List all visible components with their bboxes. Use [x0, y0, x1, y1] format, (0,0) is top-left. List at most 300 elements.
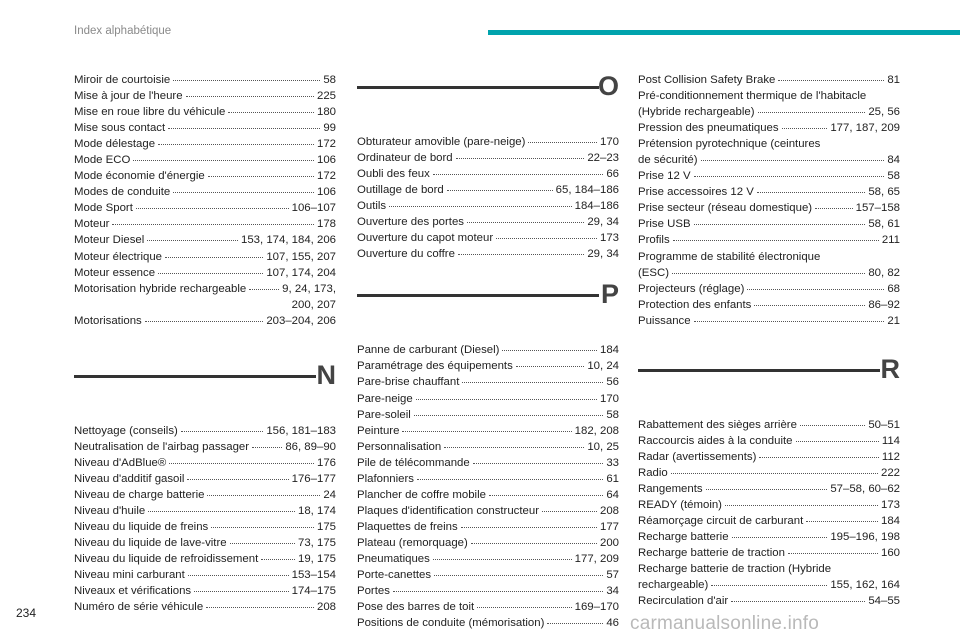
dot-leader	[547, 623, 603, 624]
index-entry-pages: 19, 175	[297, 553, 336, 566]
index-entry-pages: 203–204, 206	[266, 314, 336, 327]
index-column-2	[357, 70, 619, 631]
dot-leader	[188, 575, 289, 576]
index-entry	[74, 423, 336, 439]
index-entry-term: Moteur essence	[74, 266, 156, 279]
index-entry-pages: 114	[881, 434, 900, 447]
index-entry-pages: 21	[887, 314, 900, 327]
index-entry-term: Ordinateur de bord	[357, 152, 453, 165]
dot-leader	[815, 208, 853, 209]
section-header-o	[357, 70, 619, 134]
index-entry	[74, 503, 336, 519]
index-entry	[638, 72, 900, 88]
index-entry-pages: 173	[880, 498, 900, 511]
index-entry-pages: 22–23	[587, 152, 619, 165]
index-entry	[74, 281, 336, 297]
dot-leader	[757, 192, 865, 193]
index-entry	[74, 313, 336, 329]
index-entry-term: Porte-canettes	[357, 569, 432, 582]
index-entry-pages: 58	[887, 170, 900, 183]
index-entry-pages: 170	[599, 136, 619, 148]
index-entry-term: Modes de conduite	[74, 186, 171, 199]
index-entry-pages: 24	[323, 488, 336, 501]
index-entry-term: Recirculation d'air	[638, 595, 729, 608]
index-entry	[638, 449, 900, 465]
index-entry	[357, 230, 619, 246]
index-entry-pages: 33	[606, 456, 619, 469]
dot-leader	[731, 601, 865, 602]
index-entry-term: Ouverture du capot moteur	[357, 232, 494, 245]
index-entry-pages: 29, 34	[587, 248, 619, 261]
index-entry-term: Niveau de charge batterie	[74, 488, 205, 501]
index-entry-pages: 99	[323, 122, 336, 135]
index-entry	[638, 545, 900, 561]
dot-leader	[416, 399, 597, 400]
index-entry-pages: 157–158	[855, 202, 900, 215]
dot-leader	[711, 585, 827, 586]
dot-leader	[165, 257, 263, 258]
section-header-p	[357, 278, 619, 342]
index-entry	[74, 184, 336, 200]
index-entry	[357, 487, 619, 503]
index-entry-term: Peinture	[357, 424, 400, 437]
index-entry-pages: 107, 174, 204	[266, 266, 336, 279]
dot-leader	[112, 224, 314, 225]
index-entry-pages: 54–55	[868, 595, 900, 608]
dot-leader	[261, 559, 295, 560]
dot-leader	[473, 463, 604, 464]
index-entry-term: Projecteurs (réglage)	[638, 282, 745, 295]
dot-leader	[173, 192, 314, 193]
dot-leader	[145, 321, 264, 322]
index-entry	[638, 265, 900, 281]
index-entry	[638, 168, 900, 184]
section-letter: O	[597, 71, 619, 101]
index-entry-term: Motorisation hybride rechargeable	[74, 282, 247, 295]
index-entry-term: Outillage de bord	[357, 184, 444, 197]
index-entry	[638, 120, 900, 136]
index-entry	[638, 513, 900, 529]
index-entry	[638, 281, 900, 297]
dot-leader	[393, 591, 603, 592]
index-column-3	[638, 72, 900, 609]
index-entry-pages: 184–186	[574, 200, 619, 213]
index-entry	[638, 200, 900, 216]
index-entry-pages: 106	[316, 154, 336, 167]
index-entry	[357, 423, 619, 439]
index-entry-pages: 172	[316, 170, 336, 183]
index-entry	[357, 615, 619, 631]
dot-leader	[694, 224, 866, 225]
index-entry	[638, 152, 900, 168]
index-entry-term: Mode ECO	[74, 154, 131, 167]
index-entry-term: Paramétrage des équipements	[357, 360, 513, 373]
dot-leader	[186, 96, 314, 97]
index-entry-term: Neutralisation de l'airbag passager	[74, 440, 250, 453]
index-entry-pages: 73, 175	[297, 537, 336, 550]
index-entry	[357, 198, 619, 214]
index-entry	[74, 519, 336, 535]
index-entry-term-line: Pré-conditionnement thermique de l'habitacle	[638, 90, 867, 103]
index-entry-term: Raccourcis aides à la conduite	[638, 434, 793, 447]
dot-leader	[158, 144, 314, 145]
dot-leader	[788, 553, 878, 554]
index-entry	[638, 577, 900, 593]
index-entry-pages: 176–177	[291, 472, 336, 485]
index-entry-pages: 61	[606, 472, 619, 485]
index-entry-pages: 64	[606, 488, 619, 501]
dot-leader	[206, 607, 314, 608]
dot-leader	[148, 511, 295, 512]
index-entry	[74, 567, 336, 583]
dot-leader	[672, 273, 865, 274]
dot-leader	[778, 80, 884, 81]
index-entry-pages: 58	[323, 74, 336, 86]
index-entry-term: Numéro de série véhicule	[74, 601, 204, 614]
index-entry-pages: 173	[599, 232, 619, 245]
index-entry-term: Pare-soleil	[357, 408, 411, 421]
index-entry-pages-continued: 200, 207	[291, 298, 336, 311]
dot-leader	[169, 463, 314, 464]
dot-leader	[402, 431, 571, 432]
index-entry	[357, 471, 619, 487]
header-title: Index alphabétique	[74, 25, 172, 37]
index-entry-pages: 160	[880, 547, 900, 560]
index-entry-term: Niveau du liquide de freins	[74, 521, 209, 534]
index-entry	[357, 455, 619, 471]
index-entry-pages: 225	[316, 90, 336, 103]
index-entry-pages: 65, 184–186	[555, 184, 619, 197]
dot-leader	[194, 591, 289, 592]
index-entry	[357, 342, 619, 358]
index-entry-term: Moteur Diesel	[74, 234, 145, 247]
index-entry-pages: 177, 209	[574, 552, 619, 565]
index-entry-term: Nettoyage (conseils)	[74, 424, 178, 437]
index-entry-term: Ouverture du coffre	[357, 248, 455, 261]
index-entry-pages: 86, 89–90	[285, 440, 336, 453]
index-entry-term: Miroir de courtoisie	[74, 74, 171, 86]
index-entry-term: READY (témoin)	[638, 498, 722, 511]
section-rule	[638, 369, 880, 372]
index-entry-term: Plafonniers	[357, 472, 414, 485]
index-entry	[357, 358, 619, 374]
index-entry-pages: 34	[606, 585, 619, 598]
index-entry-term: Moteur	[74, 218, 110, 231]
index-entry-pages: 177, 187, 209	[830, 122, 900, 135]
dot-leader	[249, 289, 279, 290]
index-entry-term: Moteur électrique	[74, 250, 163, 263]
dot-leader	[456, 158, 585, 159]
index-entry	[638, 593, 900, 609]
index-entry-pages: 112	[881, 450, 900, 463]
dot-leader	[471, 543, 597, 544]
index-entry-pages: 9, 24, 173,	[282, 282, 336, 295]
index-entry-pages: 178	[316, 218, 336, 231]
index-entry-term: Mode Sport	[74, 202, 133, 215]
index-entry-pages: 177	[599, 520, 619, 533]
index-entry-pages: 175	[316, 521, 336, 534]
index-entry	[74, 216, 336, 232]
index-entry	[357, 583, 619, 599]
index-entry	[357, 567, 619, 583]
index-entry	[74, 535, 336, 551]
index-entry	[638, 465, 900, 481]
index-entry-term: Mise à jour de l'heure	[74, 90, 183, 103]
index-entry-pages: 222	[880, 466, 900, 479]
index-entry	[74, 265, 336, 281]
dot-leader	[732, 537, 828, 538]
index-entry-term: Puissance	[638, 314, 691, 327]
index-entry	[638, 216, 900, 232]
index-entry-term: Pneumatiques	[357, 552, 430, 565]
index-entry-pages: 184	[880, 515, 900, 528]
dot-leader	[725, 505, 878, 506]
index-entry-term: Profils	[638, 234, 670, 247]
section-letter: P	[600, 279, 619, 310]
index-entry-term: (ESC)	[638, 266, 670, 279]
index-entry-pages: 68	[887, 282, 900, 295]
index-entry	[74, 583, 336, 599]
dot-leader	[230, 543, 295, 544]
index-entry-pages: 180	[316, 106, 336, 119]
index-entry-term: Panne de carburant (Diesel)	[357, 344, 500, 357]
dot-leader	[133, 160, 314, 161]
index-entry-pages: 86–92	[868, 298, 900, 311]
dot-leader	[671, 473, 878, 474]
dot-leader	[502, 350, 597, 351]
index-entry	[74, 551, 336, 567]
index-entry-term-line: Programme de stabilité électronique	[638, 250, 821, 263]
index-entry-term: Prise secteur (réseau domestique)	[638, 202, 813, 215]
index-entry	[74, 104, 336, 120]
index-entry-term: Niveau d'AdBlue®	[74, 456, 167, 469]
dot-leader	[158, 273, 263, 274]
header-accent-bar	[488, 30, 960, 35]
index-entry-pages: 174–175	[291, 585, 336, 598]
index-entry	[74, 72, 336, 88]
index-entry	[357, 407, 619, 423]
index-entry-term-line: Recharge batterie de traction (Hybride	[638, 563, 832, 576]
index-entry	[74, 249, 336, 265]
index-column-1	[74, 72, 336, 615]
dot-leader	[208, 176, 314, 177]
index-entry-pages: 208	[316, 601, 336, 614]
dot-leader	[796, 441, 879, 442]
index-entry	[74, 232, 336, 248]
index-entry-term: Mise sous contact	[74, 122, 166, 135]
index-entry	[74, 136, 336, 152]
dot-leader	[168, 128, 320, 129]
dot-leader	[461, 527, 597, 528]
index-entry	[357, 519, 619, 535]
index-entry-term: Niveau d'additif gasoil	[74, 472, 185, 485]
index-entry-term: Protection des enfants	[638, 298, 752, 311]
index-entry-pages: 176	[316, 456, 336, 469]
index-entry-term: Recharge batterie	[638, 531, 729, 544]
index-entry-pages: 200	[599, 536, 619, 549]
dot-leader	[207, 495, 320, 496]
index-entry-pages: 184	[599, 344, 619, 357]
index-entry-term-line: Prétension pyrotechnique (ceintures	[638, 138, 821, 151]
index-entry-term: Positions de conduite (mémorisation)	[357, 617, 545, 630]
dot-leader	[694, 176, 885, 177]
index-entry-pages: 10, 25	[587, 440, 619, 453]
dot-leader	[673, 240, 879, 241]
index-entry	[74, 120, 336, 136]
section-rule	[74, 375, 316, 378]
dot-leader	[806, 521, 878, 522]
section-rule	[357, 294, 599, 297]
watermark: carmanualsonline.info	[630, 613, 820, 634]
index-entry	[638, 497, 900, 513]
index-entry	[357, 166, 619, 182]
index-entry-pages: 172	[316, 138, 336, 151]
index-entry-term: Niveau du liquide de refroidissement	[74, 553, 259, 566]
section-header-r	[638, 353, 900, 417]
index-entry	[357, 503, 619, 519]
index-entry-term: Plancher de coffre mobile	[357, 488, 486, 501]
index-entry-term: Portes	[357, 585, 390, 598]
index-entry	[357, 246, 619, 262]
dot-leader	[458, 254, 584, 255]
dot-leader	[782, 128, 828, 129]
index-entry-term: Rangements	[638, 482, 703, 495]
index-entry-term: Personnalisation	[357, 440, 442, 453]
index-entry	[638, 417, 900, 433]
index-entry	[357, 535, 619, 551]
index-entry	[638, 297, 900, 313]
dot-leader	[433, 174, 604, 175]
index-list-m	[74, 72, 336, 281]
dot-leader	[433, 559, 572, 560]
index-entry	[357, 374, 619, 390]
page-number: 234	[16, 606, 37, 620]
dot-leader	[147, 240, 238, 241]
index-entry-term: Prise USB	[638, 218, 691, 231]
index-list-n	[74, 423, 336, 616]
index-entry-term: Rabattement des sièges arrière	[638, 418, 797, 431]
dot-leader	[516, 366, 585, 367]
index-entry	[638, 481, 900, 497]
dot-leader	[747, 289, 884, 290]
dot-leader	[389, 206, 572, 207]
index-entry-pages: 10, 24	[587, 360, 619, 373]
index-entry-pages: 56	[606, 376, 619, 389]
dot-leader	[542, 511, 597, 512]
index-entry-pages: 84	[887, 154, 900, 167]
index-entry	[357, 551, 619, 567]
index-entry-pages: 58, 65	[868, 186, 900, 199]
index-entry-pages: 58, 61	[868, 218, 900, 231]
index-entry	[74, 599, 336, 615]
index-entry	[357, 391, 619, 407]
index-entry-pages: 153, 174, 184, 206	[240, 234, 336, 247]
index-entry-pages: 18, 174	[297, 504, 336, 517]
index-entry-term: Radio	[638, 466, 668, 479]
index-entry-term: Prise accessoires 12 V	[638, 186, 754, 199]
index-entry-term: Oubli des feux	[357, 168, 430, 181]
index-entry-term: Ouverture des portes	[357, 216, 464, 229]
dot-leader	[417, 479, 603, 480]
index-entry	[74, 439, 336, 455]
index-list-o	[357, 134, 619, 262]
index-entry-pages: 155, 162, 164	[830, 579, 900, 592]
index-entry-term: Pression des pneumatiques	[638, 122, 779, 135]
index-entry-term: Niveaux et vérifications	[74, 585, 192, 598]
dot-leader	[173, 80, 320, 81]
section-letter: N	[316, 359, 336, 390]
index-entry-term: Niveau mini carburant	[74, 569, 185, 582]
index-entry	[74, 168, 336, 184]
index-entry-term: Pile de télécommande	[357, 456, 470, 469]
index-entry	[638, 184, 900, 200]
dot-leader	[528, 142, 597, 143]
index-entry-pages: 46	[606, 617, 619, 630]
dot-leader	[444, 447, 584, 448]
dot-leader	[447, 190, 553, 191]
index-entry-pages: 57–58, 60–62	[830, 482, 900, 495]
index-entry	[638, 232, 900, 248]
index-entry-pages: 211	[881, 234, 900, 247]
index-entry-pages: 50–51	[868, 418, 900, 431]
dot-leader	[467, 222, 584, 223]
index-entry-term: Outils	[357, 200, 387, 213]
section-header-n	[74, 359, 336, 423]
dot-leader	[477, 607, 572, 608]
dot-leader	[706, 489, 828, 490]
index-entry-term: Mise en roue libre du véhicule	[74, 106, 226, 119]
dot-leader	[759, 457, 878, 458]
index-entry	[74, 88, 336, 104]
index-entry-term: Prise 12 V	[638, 170, 691, 183]
index-entry-term: Recharge batterie de traction	[638, 547, 785, 560]
index-entry-pages: 170	[599, 392, 619, 405]
dot-leader	[462, 382, 603, 383]
index-entry-pages: 81	[887, 74, 900, 86]
index-entry-pages: 153–154	[291, 569, 336, 582]
index-entry-term: (Hybride rechargeable)	[638, 106, 755, 119]
index-entry	[74, 471, 336, 487]
index-entry-term: Obturateur amovible (pare-neige)	[357, 136, 526, 148]
dot-leader	[496, 238, 597, 239]
index-entry-term: de sécurité)	[638, 154, 698, 167]
index-entry-pages: 169–170	[574, 601, 619, 614]
index-entry-term: Mode délestage	[74, 138, 156, 151]
dot-leader	[694, 321, 885, 322]
index-entry	[638, 104, 900, 120]
index-entry-term: Niveau du liquide de lave-vitre	[74, 537, 227, 550]
index-entry-pages: 58	[606, 408, 619, 421]
index-entry-pages: 29, 34	[587, 216, 619, 229]
index-entry-term: Motorisations	[74, 314, 142, 327]
index-entry-pages: 80, 82	[868, 266, 900, 279]
dot-leader	[136, 208, 289, 209]
index-entry-pages: 106	[316, 186, 336, 199]
index-entry-pages: 25, 56	[868, 106, 900, 119]
dot-leader	[252, 447, 282, 448]
index-entry-pages: 106–107	[291, 202, 336, 215]
index-entry-term: Pose des barres de toit	[357, 601, 475, 614]
index-entry	[357, 599, 619, 615]
index-entry	[638, 529, 900, 545]
dot-leader	[701, 160, 885, 161]
section-letter: R	[880, 353, 900, 384]
index-entry-term: Réamorçage circuit de carburant	[638, 515, 804, 528]
index-entry-term: Niveau d'huile	[74, 504, 146, 517]
dot-leader	[800, 425, 865, 426]
index-entry-pages: 182, 208	[574, 424, 619, 437]
index-entry-pages: 57	[606, 569, 619, 582]
